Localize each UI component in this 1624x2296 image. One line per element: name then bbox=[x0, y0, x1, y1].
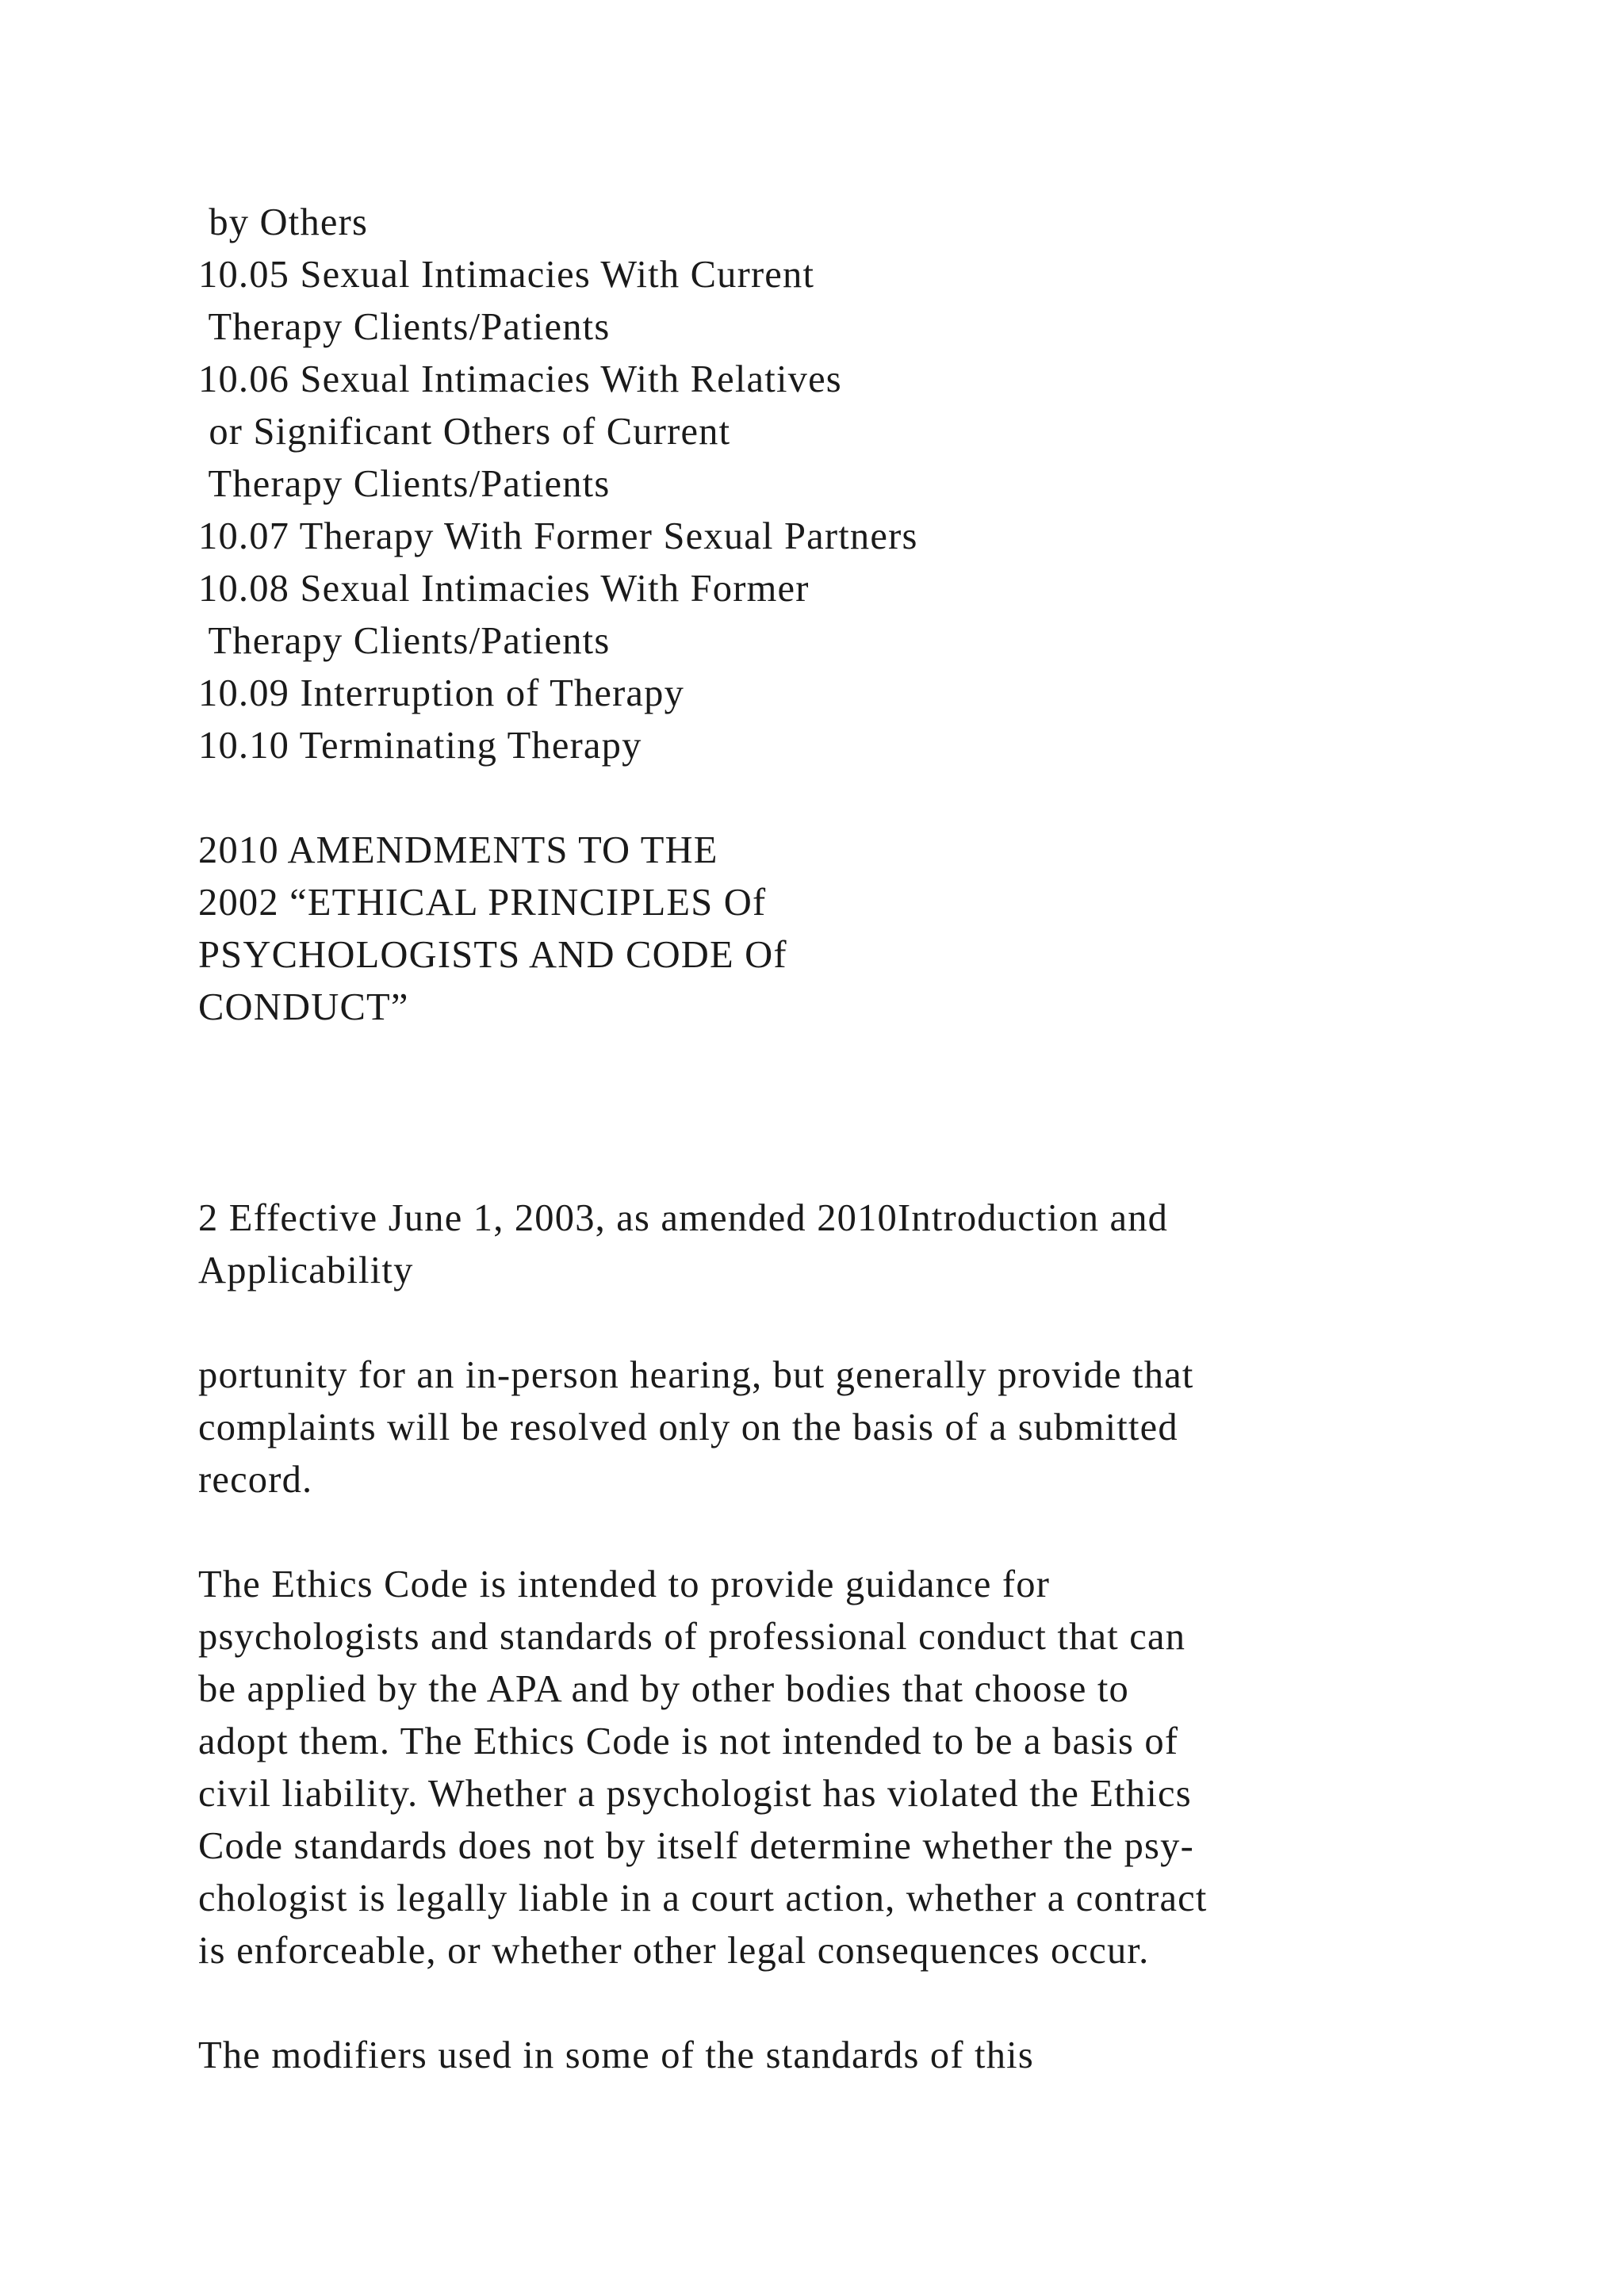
paragraph-line: is enforceable, or whether other legal consequences occur. bbox=[198, 1930, 1150, 1972]
toc-line: Therapy Clients/Patients bbox=[198, 306, 611, 348]
paragraph-line: record. bbox=[198, 1459, 313, 1501]
paragraph-line: The modifiers used in some of the standards of this bbox=[198, 2034, 1034, 2076]
amendments-heading-line: 2010 AMENDMENTS TO THE bbox=[198, 829, 718, 871]
paragraph-line: be applied by the APA and by other bodies that choose to bbox=[198, 1668, 1130, 1710]
toc-line: 10.06 Sexual Intimacies With Relatives bbox=[198, 358, 842, 400]
paragraph-line: portunity for an in-person hearing, but generally provide that bbox=[198, 1354, 1194, 1396]
toc-line: Therapy Clients/Patients bbox=[198, 620, 611, 662]
amendments-heading-line: CONDUCT” bbox=[198, 986, 409, 1028]
toc-line: 10.10 Terminating Therapy bbox=[198, 725, 642, 767]
toc-line: or Significant Others of Current bbox=[198, 411, 731, 453]
toc-line: 10.07 Therapy With Former Sexual Partners bbox=[198, 515, 918, 557]
toc-line: 10.09 Interruption of Therapy bbox=[198, 672, 685, 714]
toc-line: 10.05 Sexual Intimacies With Current bbox=[198, 254, 815, 296]
paragraph-line: Code standards does not by itself determine whether the psy- bbox=[198, 1825, 1194, 1867]
amendments-heading-line: PSYCHOLOGISTS AND CODE Of bbox=[198, 934, 787, 976]
paragraph-line: adopt them. The Ethics Code is not intended to be a basis of bbox=[198, 1720, 1179, 1762]
toc-line: 10.08 Sexual Intimacies With Former bbox=[198, 568, 810, 610]
effective-note-line: Applicability bbox=[198, 1249, 414, 1292]
paragraph-line: complaints will be resolved only on the basis of a submitted bbox=[198, 1406, 1178, 1448]
effective-note-line: 2 Effective June 1, 2003, as amended 2010Introduction and bbox=[198, 1197, 1169, 1239]
amendments-heading-line: 2002 “ETHICAL PRINCIPLES Of bbox=[198, 882, 767, 924]
toc-line: Therapy Clients/Patients bbox=[198, 463, 611, 505]
toc-line: by Others bbox=[198, 201, 369, 243]
paragraph-line: civil liability. Whether a psychologist has violated the Ethics bbox=[198, 1773, 1192, 1815]
paragraph-line: The Ethics Code is intended to provide guidance for bbox=[198, 1563, 1051, 1605]
paragraph-line: chologist is legally liable in a court action, whether a contract bbox=[198, 1877, 1208, 1919]
paragraph-line: psychologists and standards of professional conduct that can bbox=[198, 1616, 1186, 1658]
